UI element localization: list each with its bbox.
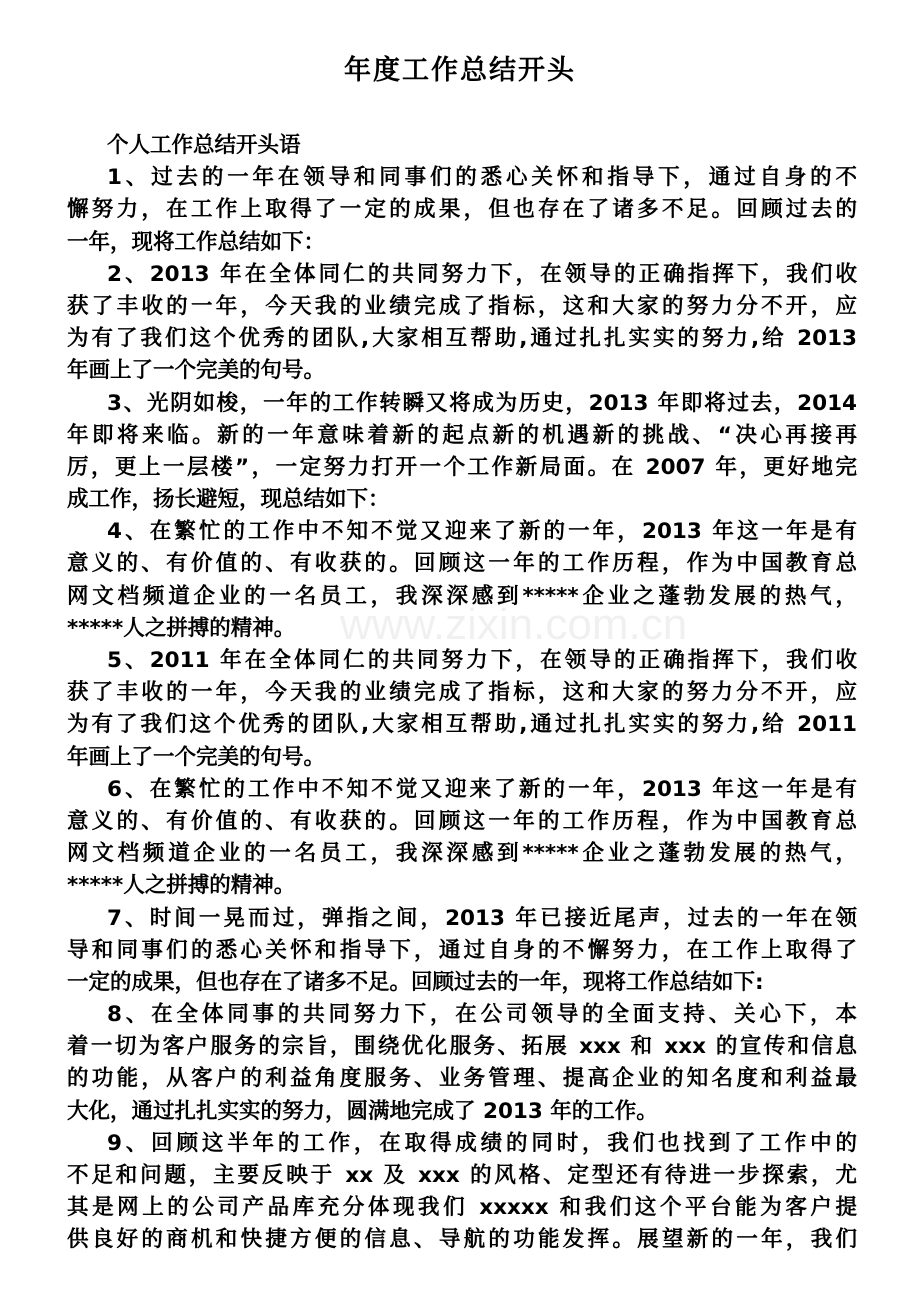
paragraph-line: 不足和问题，主要反映于 xx 及 xxx 的风格、定型还有待进一步探索，尤 <box>67 1163 857 1188</box>
paragraph-line: 6、在繁忙的工作中不知不觉又迎来了新的一年，2013 年这一年是有 <box>107 776 857 802</box>
paragraph-line: 网文档频道企业的一名员工，我深深感到*****企业之蓬勃发展的热气， <box>67 583 857 609</box>
paragraph-line: 其是网上的公司产品库充分体现我们 xxxxx 和我们这个平台能为客户提 <box>67 1195 857 1221</box>
paragraph-line: 大化，通过扎扎实实的努力，圆满地完成了 2013 年的工作。 <box>67 1098 658 1124</box>
paragraph-line: 8、在全体同事的共同努力下，在公司领导的全面支持、关心下，本 <box>107 1002 857 1028</box>
paragraph <box>67 259 857 388</box>
paragraph-line: 懈努力，在工作上取得了一定的成果，但也存在了诸多不足。回顾过去的 <box>67 197 857 223</box>
paragraph <box>67 516 857 645</box>
paragraph-line: 的功能，从客户的利益角度服务、业务管理、提高企业的知名度和利益最 <box>67 1066 857 1092</box>
document-body <box>67 130 857 1257</box>
paragraph-line: 年画上了一个完美的句号。 <box>67 358 326 384</box>
paragraph-line: 为有了我们这个优秀的团队,大家相互帮助,通过扎扎实实的努力,给 2013 <box>67 326 857 352</box>
paragraph-line: 获了丰收的一年，今天我的业绩完成了指标，这和大家的努力分不开，应 <box>67 293 857 319</box>
paragraph <box>67 774 857 903</box>
paragraph <box>67 645 857 774</box>
paragraphs <box>67 162 857 1256</box>
paragraph-line: 2、2013 年在全体同仁的共同努力下，在领导的正确指挥下，我们收 <box>107 261 857 287</box>
paragraph <box>67 388 857 517</box>
paragraph-line: 厉，更上一层楼”，一定努力打开一个工作新局面。在 2007 年，更好地完 <box>67 454 857 480</box>
document-title: 年度工作总结开头 <box>344 55 576 86</box>
paragraph-line: 一年，现将工作总结如下： <box>67 229 326 255</box>
paragraph-line: 3、光阴如梭，一年的工作转瞬又将成为历史，2013 年即将过去，2014 <box>107 390 857 416</box>
paragraph-line: 一定的成果，但也存在了诸多不足。回顾过去的一年，现将工作总结如下: <box>67 969 764 995</box>
paragraph-line: 5、2011 年在全体同仁的共同努力下，在领导的正确指挥下，我们收 <box>107 648 857 673</box>
subheading: 个人工作总结开头语 <box>107 133 301 158</box>
paragraph-line: 意义的、有价值的、有收获的。回顾这一年的工作历程，作为中国教育总 <box>67 551 857 577</box>
paragraph <box>67 903 857 1000</box>
paragraph-line: 1、过去的一年在领导和同事们的悉心关怀和指导下，通过自身的不 <box>107 165 857 191</box>
paragraph-line: 导和同事们的悉心关怀和指导下，通过自身的不懈努力，在工作上取得了 <box>67 937 857 963</box>
paragraph-line: *****人之拼搏的精神。 <box>67 873 296 899</box>
paragraph-line: 成工作，扬长避短，现总结如下： <box>67 487 390 513</box>
paragraph-line: 意义的、有价值的、有收获的。回顾这一年的工作历程，作为中国教育总 <box>67 808 857 834</box>
paragraph-line: 着一切为客户服务的宗旨，围绕优化服务、拓展 xxx 和 xxx 的宣传和信息 <box>67 1034 857 1060</box>
paragraph-line: 供良好的商机和快捷方便的信息、导航的功能发挥。展望新的一年，我们 <box>67 1227 857 1253</box>
paragraph <box>67 162 857 259</box>
paragraph-line: 网文档频道企业的一名员工，我深深感到*****企业之蓬勃发展的热气， <box>67 841 857 867</box>
paragraph-line: 年即将来临。新的一年意味着新的起点新的机遇新的挑战、“决心再接再 <box>67 422 857 448</box>
paragraph-line: *****人之拼搏的精神。 <box>67 615 296 641</box>
paragraph-line: 4、在繁忙的工作中不知不觉又迎来了新的一年，2013 年这一年是有 <box>107 519 857 545</box>
paragraph-line: 获了丰收的一年，今天我的业绩完成了指标，这和大家的努力分不开，应 <box>67 680 857 706</box>
paragraph-line: 9、回顾这半年的工作，在取得成绩的同时，我们也找到了工作中的 <box>107 1130 857 1156</box>
watermark: www.zixin.com.cn <box>340 600 688 649</box>
paragraph <box>67 999 857 1128</box>
paragraph-line: 年画上了一个完美的句号。 <box>67 744 326 770</box>
paragraph-line: 为有了我们这个优秀的团队,大家相互帮助,通过扎扎实实的努力,给 2011 <box>67 712 857 738</box>
paragraph <box>67 1128 857 1257</box>
paragraph-line: 7、时间一晃而过，弹指之间，2013 年已接近尾声，过去的一年在领 <box>107 905 857 931</box>
